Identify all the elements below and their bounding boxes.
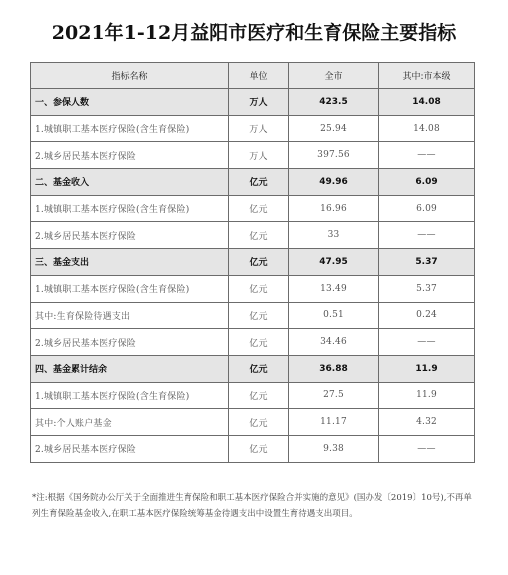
section-row	[31, 89, 475, 116]
header-unit: 单位	[229, 63, 289, 89]
city-total-cell: 9.38	[289, 435, 379, 462]
table-body	[31, 89, 475, 463]
municipal-level-cell: 6.09	[379, 169, 475, 196]
table-header	[31, 63, 475, 89]
unit-cell: 亿元	[229, 275, 289, 302]
city-total-cell: 27.5	[289, 382, 379, 409]
indicator-name-cell: 2.城乡居民基本医疗保险	[31, 222, 229, 249]
municipal-level-cell: 4.32	[379, 409, 475, 436]
unit-cell: 亿元	[229, 329, 289, 356]
indicator-name-cell: 其中:个人账户基金	[31, 409, 229, 436]
unit-cell: 万人	[229, 89, 289, 116]
table-row	[31, 329, 475, 356]
municipal-level-cell: ——	[379, 435, 475, 462]
section-row	[31, 169, 475, 196]
city-total-cell: 47.95	[289, 249, 379, 276]
city-total-cell: 34.46	[289, 329, 379, 356]
indicator-name-cell: 四、基金累计结余	[31, 355, 229, 382]
header-city-total: 全市	[289, 63, 379, 89]
table-row	[31, 435, 475, 462]
table-row	[31, 195, 475, 222]
municipal-level-cell: 11.9	[379, 355, 475, 382]
table-row	[31, 382, 475, 409]
unit-cell: 亿元	[229, 249, 289, 276]
city-total-cell: 49.96	[289, 169, 379, 196]
municipal-level-cell: 11.9	[379, 382, 475, 409]
city-total-cell: 0.51	[289, 302, 379, 329]
table-row	[31, 302, 475, 329]
unit-cell: 亿元	[229, 409, 289, 436]
table-row	[31, 275, 475, 302]
city-total-cell: 423.5	[289, 89, 379, 116]
unit-cell: 亿元	[229, 302, 289, 329]
indicator-name-cell: 三、基金支出	[31, 249, 229, 276]
municipal-level-cell: ——	[379, 142, 475, 169]
table-row	[31, 409, 475, 436]
municipal-level-cell: 5.37	[379, 249, 475, 276]
unit-cell: 亿元	[229, 435, 289, 462]
indicator-name-cell: 2.城乡居民基本医疗保险	[31, 435, 229, 462]
city-total-cell: 397.56	[289, 142, 379, 169]
unit-cell: 亿元	[229, 382, 289, 409]
indicator-name-cell: 1.城镇职工基本医疗保险(含生育保险)	[31, 275, 229, 302]
section-row	[31, 355, 475, 382]
table-row	[31, 222, 475, 249]
city-total-cell: 13.49	[289, 275, 379, 302]
header-row	[31, 63, 475, 89]
header-indicator-name: 指标名称	[31, 63, 229, 89]
city-total-cell: 11.17	[289, 409, 379, 436]
indicator-name-cell: 2.城乡居民基本医疗保险	[31, 142, 229, 169]
header-municipal-level: 其中:市本级	[379, 63, 475, 89]
footnote: *注:根据《国务院办公厅关于全面推进生育保险和职工基本医疗保险合并实施的意见》(国办发〔2019〕10号),不再单列生育保险基金收入,在职工基本医疗保险统筹基金待遇支出中设置生育待遇支出项目。	[32, 493, 472, 519]
municipal-level-cell: ——	[379, 329, 475, 356]
indicator-name-cell: 其中:生育保险待遇支出	[31, 302, 229, 329]
unit-cell: 万人	[229, 142, 289, 169]
unit-cell: 亿元	[229, 222, 289, 249]
unit-cell: 亿元	[229, 169, 289, 196]
unit-cell: 亿元	[229, 355, 289, 382]
municipal-level-cell: ——	[379, 222, 475, 249]
municipal-level-cell: 0.24	[379, 302, 475, 329]
indicator-name-cell: 1.城镇职工基本医疗保险(含生育保险)	[31, 195, 229, 222]
city-total-cell: 33	[289, 222, 379, 249]
indicator-name-cell: 1.城镇职工基本医疗保险(含生育保险)	[31, 382, 229, 409]
municipal-level-cell: 14.08	[379, 115, 475, 142]
municipal-level-cell: 5.37	[379, 275, 475, 302]
table-row	[31, 115, 475, 142]
table-row	[31, 142, 475, 169]
section-row	[31, 249, 475, 276]
city-total-cell: 36.88	[289, 355, 379, 382]
indicator-name-cell: 一、参保人数	[31, 89, 229, 116]
page-title: 2021年1-12月益阳市医疗和生育保险主要指标	[51, 22, 457, 44]
unit-cell: 亿元	[229, 195, 289, 222]
municipal-level-cell: 6.09	[379, 195, 475, 222]
indicator-name-cell: 1.城镇职工基本医疗保险(含生育保险)	[31, 115, 229, 142]
unit-cell: 万人	[229, 115, 289, 142]
indicator-table	[30, 62, 475, 463]
indicator-name-cell: 二、基金收入	[31, 169, 229, 196]
indicator-name-cell: 2.城乡居民基本医疗保险	[31, 329, 229, 356]
municipal-level-cell: 14.08	[379, 89, 475, 116]
city-total-cell: 16.96	[289, 195, 379, 222]
city-total-cell: 25.94	[289, 115, 379, 142]
